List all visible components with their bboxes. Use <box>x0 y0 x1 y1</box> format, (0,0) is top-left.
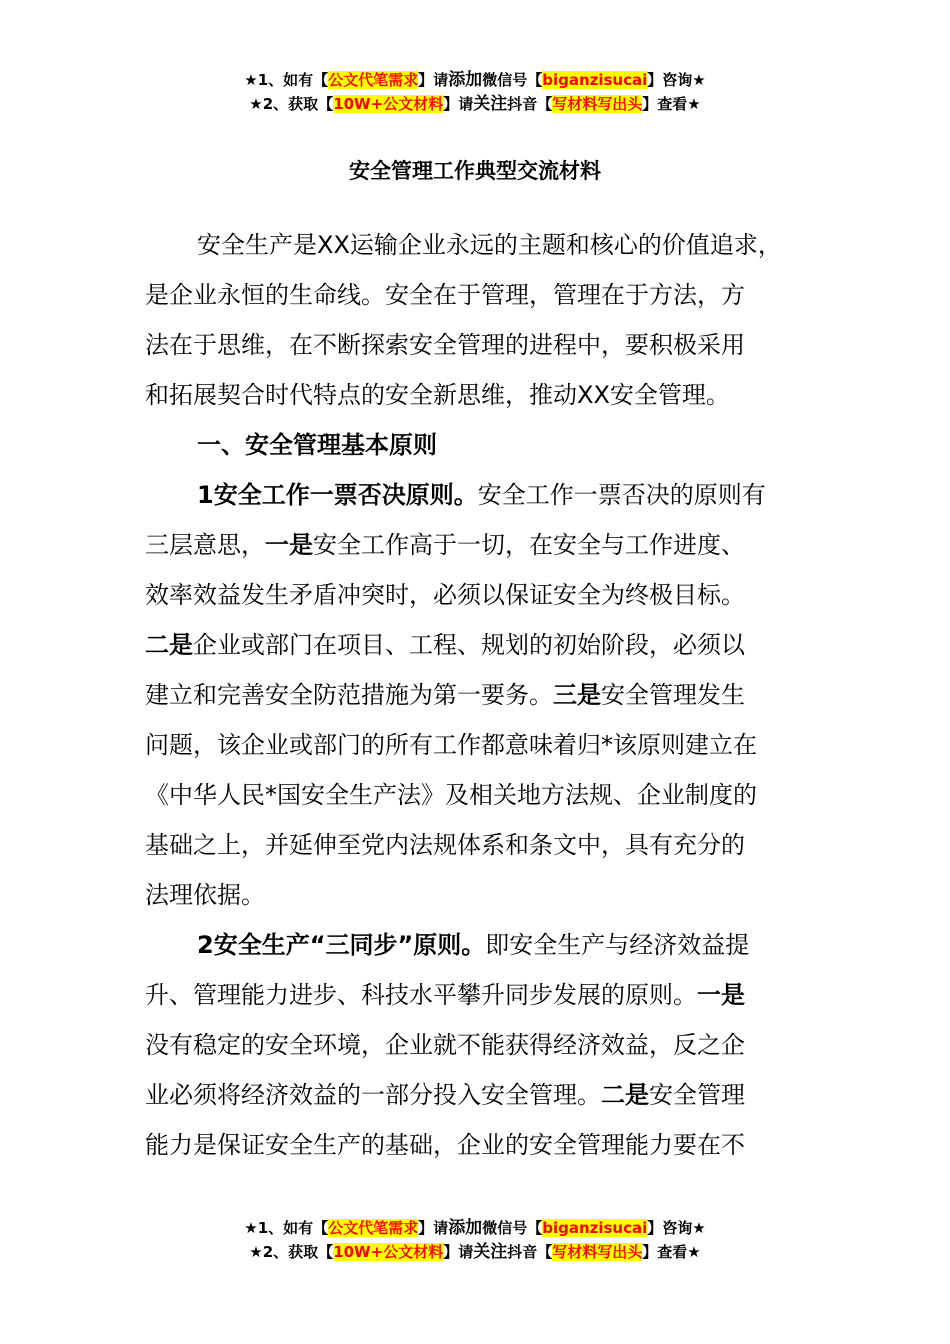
highlight-douyin: 写材料写出头 <box>552 1243 643 1261</box>
body-line: 二是企业或部门在项目、工程、规划的初始阶段，必须以 <box>145 631 745 659</box>
body-line: 法在于思维，在不断探索安全管理的进程中，要积极采用 <box>145 331 745 359</box>
highlight-materials: 10W+公文材料 <box>333 95 444 113</box>
document-title: 安全管理工作典型交流材料 <box>349 159 601 183</box>
body-line: 业必须将经济效益的一部分投入安全管理。二是安全管理 <box>145 1081 745 1109</box>
body-line: 能力是保证安全生产的基础，企业的安全管理能力要在不 <box>145 1131 745 1159</box>
body-line: 问题，该企业或部门的所有工作都意味着归*该原则建立在 <box>145 731 757 759</box>
highlight-service: 公文代笔需求 <box>328 1219 419 1237</box>
highlight-wechat-id: biganzisucai <box>542 1219 648 1237</box>
body-line: 没有稳定的安全环境，企业就不能获得经济效益，反之企 <box>145 1031 745 1059</box>
document-body <box>145 220 835 1170</box>
banner-line-1: ★1、如有【公文代笔需求】请添加微信号【biganzisucai】咨询★ <box>244 1218 706 1238</box>
body-line: 《中华人民*国安全生产法》及相关地方法规、企业制度的 <box>145 781 757 809</box>
body-line: 安全生产是XX运输企业永远的主题和核心的价值追求， <box>197 231 782 259</box>
body-line: 建立和完善安全防范措施为第一要务。三是安全管理发生 <box>145 681 745 709</box>
section-heading: 一、安全管理基本原则 <box>197 431 437 459</box>
body-line: 是企业永恒的生命线。安全在于管理，管理在于方法，方 <box>145 281 745 309</box>
body-line: 升、管理能力进步、科技水平攀升同步发展的原则。一是 <box>145 981 745 1009</box>
banner-line-1: ★1、如有【公文代笔需求】请添加微信号【biganzisucai】咨询★ <box>244 70 706 90</box>
body-line: 效率效益发生矛盾冲突时，必须以保证安全为终极目标。 <box>145 581 745 609</box>
banner-line-2: ★2、获取【10W+公文材料】请关注抖音【写材料写出头】查看★ <box>249 94 701 114</box>
body-line: 三层意思，一是安全工作高于一切，在安全与工作进度、 <box>145 531 745 559</box>
highlight-service: 公文代笔需求 <box>328 71 419 89</box>
header-banner <box>0 68 950 116</box>
highlight-douyin: 写材料写出头 <box>552 95 643 113</box>
highlight-wechat-id: biganzisucai <box>542 71 648 89</box>
footer-banner <box>0 1216 950 1264</box>
body-line: 基础之上，并延伸至党内法规体系和条文中，具有充分的 <box>145 831 745 859</box>
body-line: 2安全生产“三同步”原则。即安全生产与经济效益提 <box>197 931 750 959</box>
body-line: 和拓展契合时代特点的安全新思维，推动XX安全管理。 <box>145 381 730 409</box>
body-line: 1安全工作一票否决原则。安全工作一票否决的原则有 <box>197 481 766 509</box>
body-line: 法理依据。 <box>145 881 265 909</box>
banner-line-2: ★2、获取【10W+公文材料】请关注抖音【写材料写出头】查看★ <box>249 1242 701 1262</box>
highlight-materials: 10W+公文材料 <box>333 1243 444 1261</box>
